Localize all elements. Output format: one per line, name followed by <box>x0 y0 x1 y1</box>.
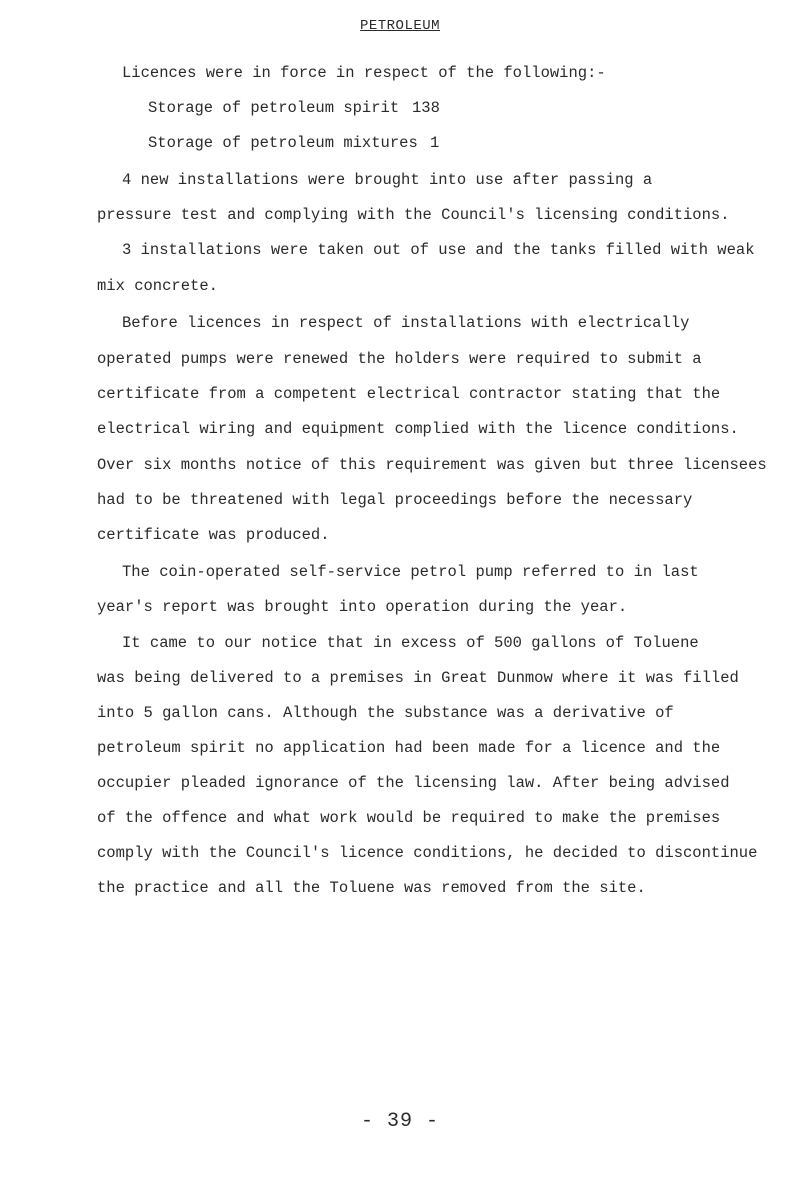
body-line: of the offence and what work would be required to make the premises <box>97 809 721 827</box>
body-line: occupier pleaded ignorance of the licensing law. After being advised <box>97 774 730 792</box>
body-line: 3 installations were taken out of use and the tanks filled with weak <box>122 241 755 259</box>
body-line: operated pumps were renewed the holders were required to submit a <box>97 350 702 368</box>
body-line: certificate from a competent electrical contractor stating that the <box>97 385 721 403</box>
licence-count: 138 <box>412 99 440 117</box>
body-line: into 5 gallon cans. Although the substance was a derivative of <box>97 704 674 722</box>
body-line: petroleum spirit no application had been made for a licence and the <box>97 739 721 757</box>
body-line: mix concrete. <box>97 277 218 295</box>
body-line: 4 new installations were brought into use after passing a <box>122 171 653 189</box>
page-number: - 39 - <box>360 1110 439 1133</box>
body-line: The coin-operated self-service petrol pump referred to in last <box>122 563 699 581</box>
body-line: Over six months notice of this requirement was given but three licensees <box>97 456 767 474</box>
body-line: year's report was brought into operation during the year. <box>97 598 628 616</box>
body-line: It came to our notice that in excess of 500 gallons of Toluene <box>122 634 699 652</box>
body-line: certificate was produced. <box>97 526 330 544</box>
licence-label: Storage of petroleum spirit <box>148 99 400 117</box>
body-line: the practice and all the Toluene was removed from the site. <box>97 879 646 897</box>
licence-label: Storage of petroleum mixtures <box>148 134 418 152</box>
licence-count: 1 <box>430 134 440 152</box>
body-line: was being delivered to a premises in Great Dunmow where it was filled <box>97 669 739 687</box>
page-title: PETROLEUM <box>359 18 441 34</box>
body-line: electrical wiring and equipment complied with the licence conditions. <box>97 420 739 438</box>
body-line: pressure test and complying with the Council's licensing conditions. <box>97 206 730 224</box>
body-line: Before licences in respect of installations with electrically <box>122 314 690 332</box>
intro-text: Licences were in force in respect of the following:- <box>122 64 606 82</box>
body-line: comply with the Council's licence conditions, he decided to discontinue <box>97 844 758 862</box>
body-line: had to be threatened with legal proceedings before the necessary <box>97 491 693 509</box>
